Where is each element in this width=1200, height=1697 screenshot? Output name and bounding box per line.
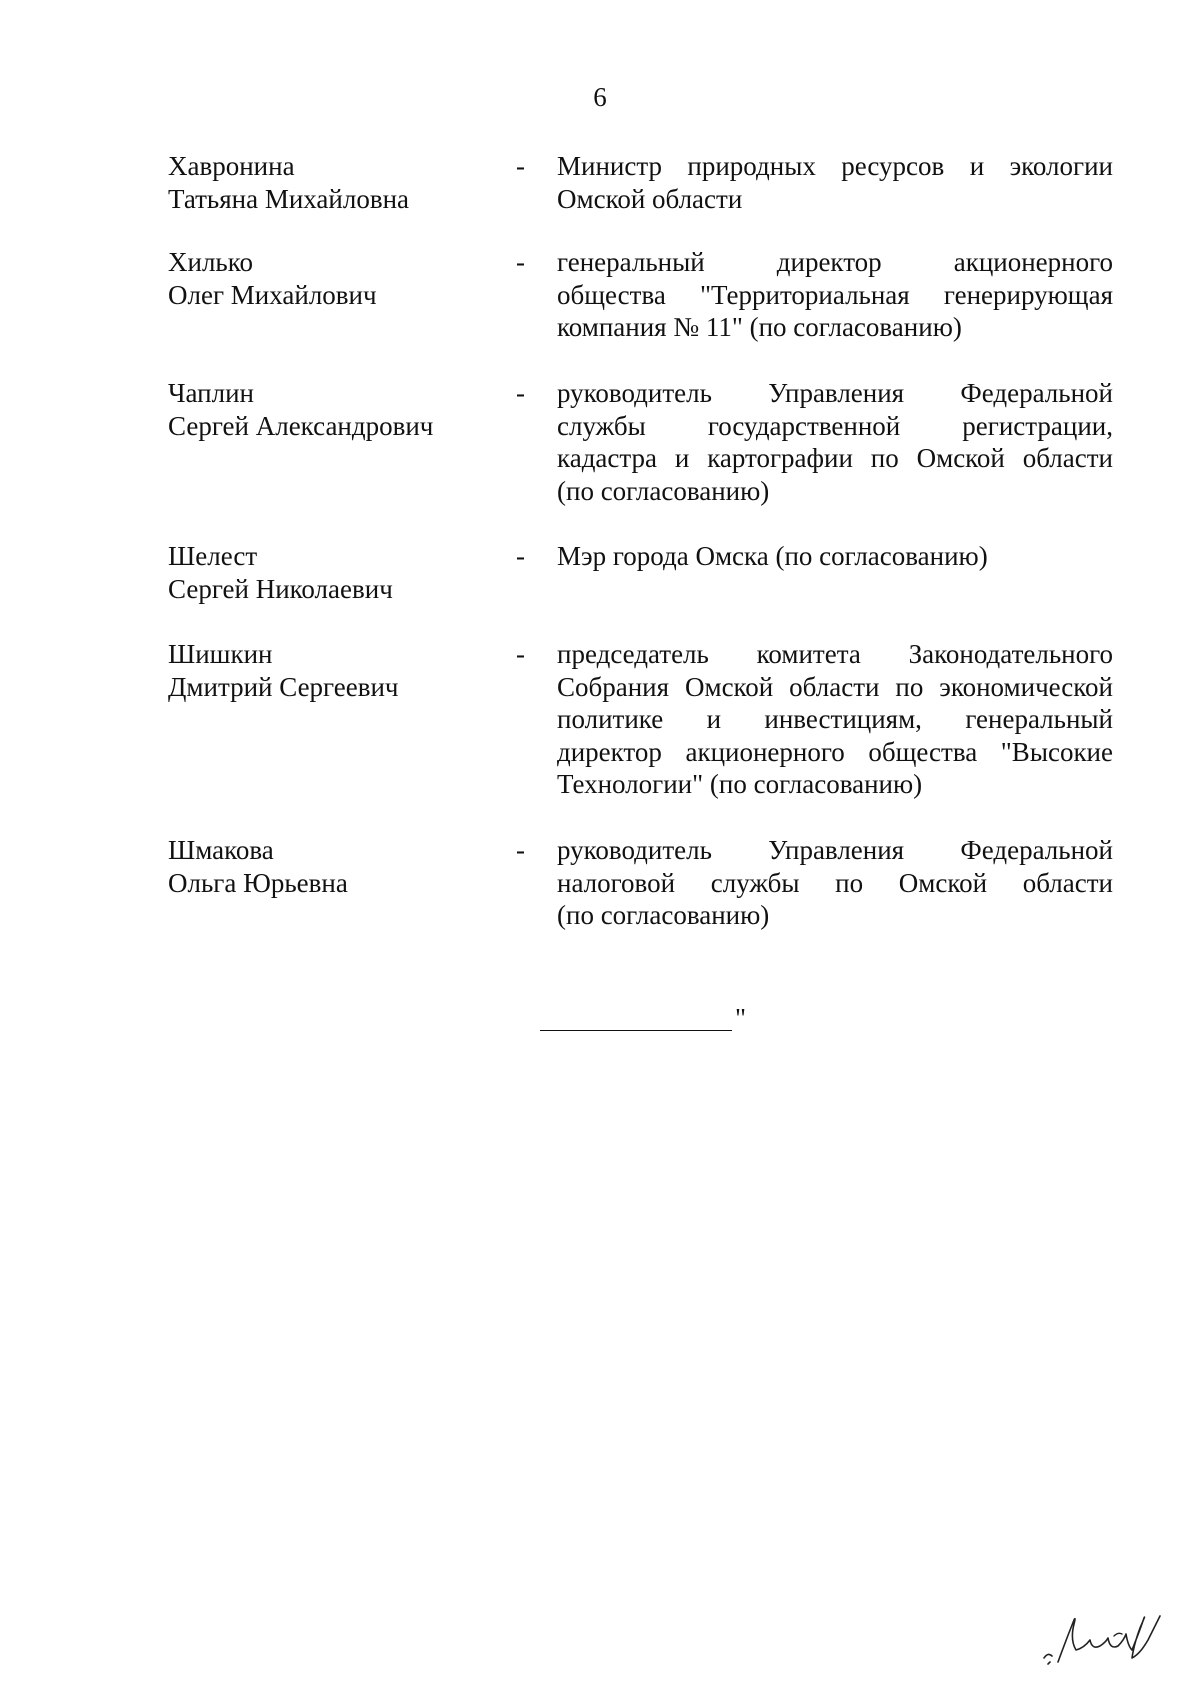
separator-dash: - bbox=[516, 639, 525, 669]
closing-underline bbox=[540, 1030, 732, 1031]
member-given-names: Ольга Юрьевна bbox=[168, 867, 348, 898]
position-line: (по согласованию) bbox=[557, 900, 770, 930]
position-line: председатель комитета Законодательного bbox=[557, 639, 1113, 669]
member-surname: Шелест bbox=[168, 541, 258, 571]
position-line: Собрания Омской области по экономической bbox=[557, 671, 1113, 702]
member-position bbox=[557, 638, 1113, 801]
page-number: 6 bbox=[593, 82, 607, 112]
member-surname: Шишкин bbox=[168, 639, 273, 669]
member-position bbox=[557, 150, 1113, 215]
closing-rule bbox=[540, 1003, 747, 1038]
member-position bbox=[557, 246, 1113, 344]
position-line: политике и инвестициям, генеральный bbox=[557, 704, 1113, 734]
position-line: Омской области bbox=[557, 183, 743, 214]
position-line: налоговой службы по Омской области bbox=[557, 867, 1113, 898]
position-line: Технологии" (по согласованию) bbox=[557, 769, 923, 799]
member-given-names: Сергей Николаевич bbox=[168, 573, 393, 604]
member-name bbox=[168, 150, 498, 215]
member-surname: Хавронина bbox=[168, 151, 295, 181]
member-given-names: Сергей Александрович bbox=[168, 410, 434, 441]
position-line: кадастра и картографии по Омской области bbox=[557, 443, 1113, 473]
position-line: (по согласованию) bbox=[557, 475, 770, 506]
member-name bbox=[168, 834, 498, 899]
position-line: общества "Территориальная генерирующая bbox=[557, 279, 1113, 310]
position-line: Мэр города Омска (по согласованию) bbox=[557, 541, 988, 571]
member-given-names: Дмитрий Сергеевич bbox=[168, 671, 399, 702]
position-line: Министр природных ресурсов и экологии bbox=[557, 151, 1113, 181]
handwritten-signature bbox=[1040, 1610, 1170, 1670]
separator-dash: - bbox=[516, 378, 525, 408]
closing-quote-mark: " bbox=[735, 1003, 747, 1033]
member-surname: Хилько bbox=[168, 247, 253, 277]
position-line: директор акционерного общества "Высокие bbox=[557, 736, 1113, 767]
member-position bbox=[557, 540, 1113, 573]
position-line: руководитель Управления Федеральной bbox=[557, 378, 1113, 408]
member-given-names: Олег Михайлович bbox=[168, 279, 377, 310]
member-position bbox=[557, 834, 1113, 932]
member-position bbox=[557, 377, 1113, 507]
position-line: генеральный директор акционерного bbox=[557, 247, 1113, 277]
member-name bbox=[168, 638, 498, 703]
member-name bbox=[168, 246, 498, 311]
separator-dash: - bbox=[516, 151, 525, 181]
member-surname: Шмакова bbox=[168, 835, 274, 865]
separator-dash: - bbox=[516, 835, 525, 865]
position-line: руководитель Управления Федеральной bbox=[557, 835, 1113, 865]
separator-dash: - bbox=[516, 541, 525, 571]
member-name bbox=[168, 377, 498, 442]
member-name bbox=[168, 540, 498, 605]
member-surname: Чаплин bbox=[168, 378, 254, 408]
member-given-names: Татьяна Михайловна bbox=[168, 183, 410, 214]
position-line: службы государственной регистрации, bbox=[557, 410, 1113, 441]
position-line: компания № 11" (по согласованию) bbox=[557, 312, 962, 342]
separator-dash: - bbox=[516, 247, 525, 277]
